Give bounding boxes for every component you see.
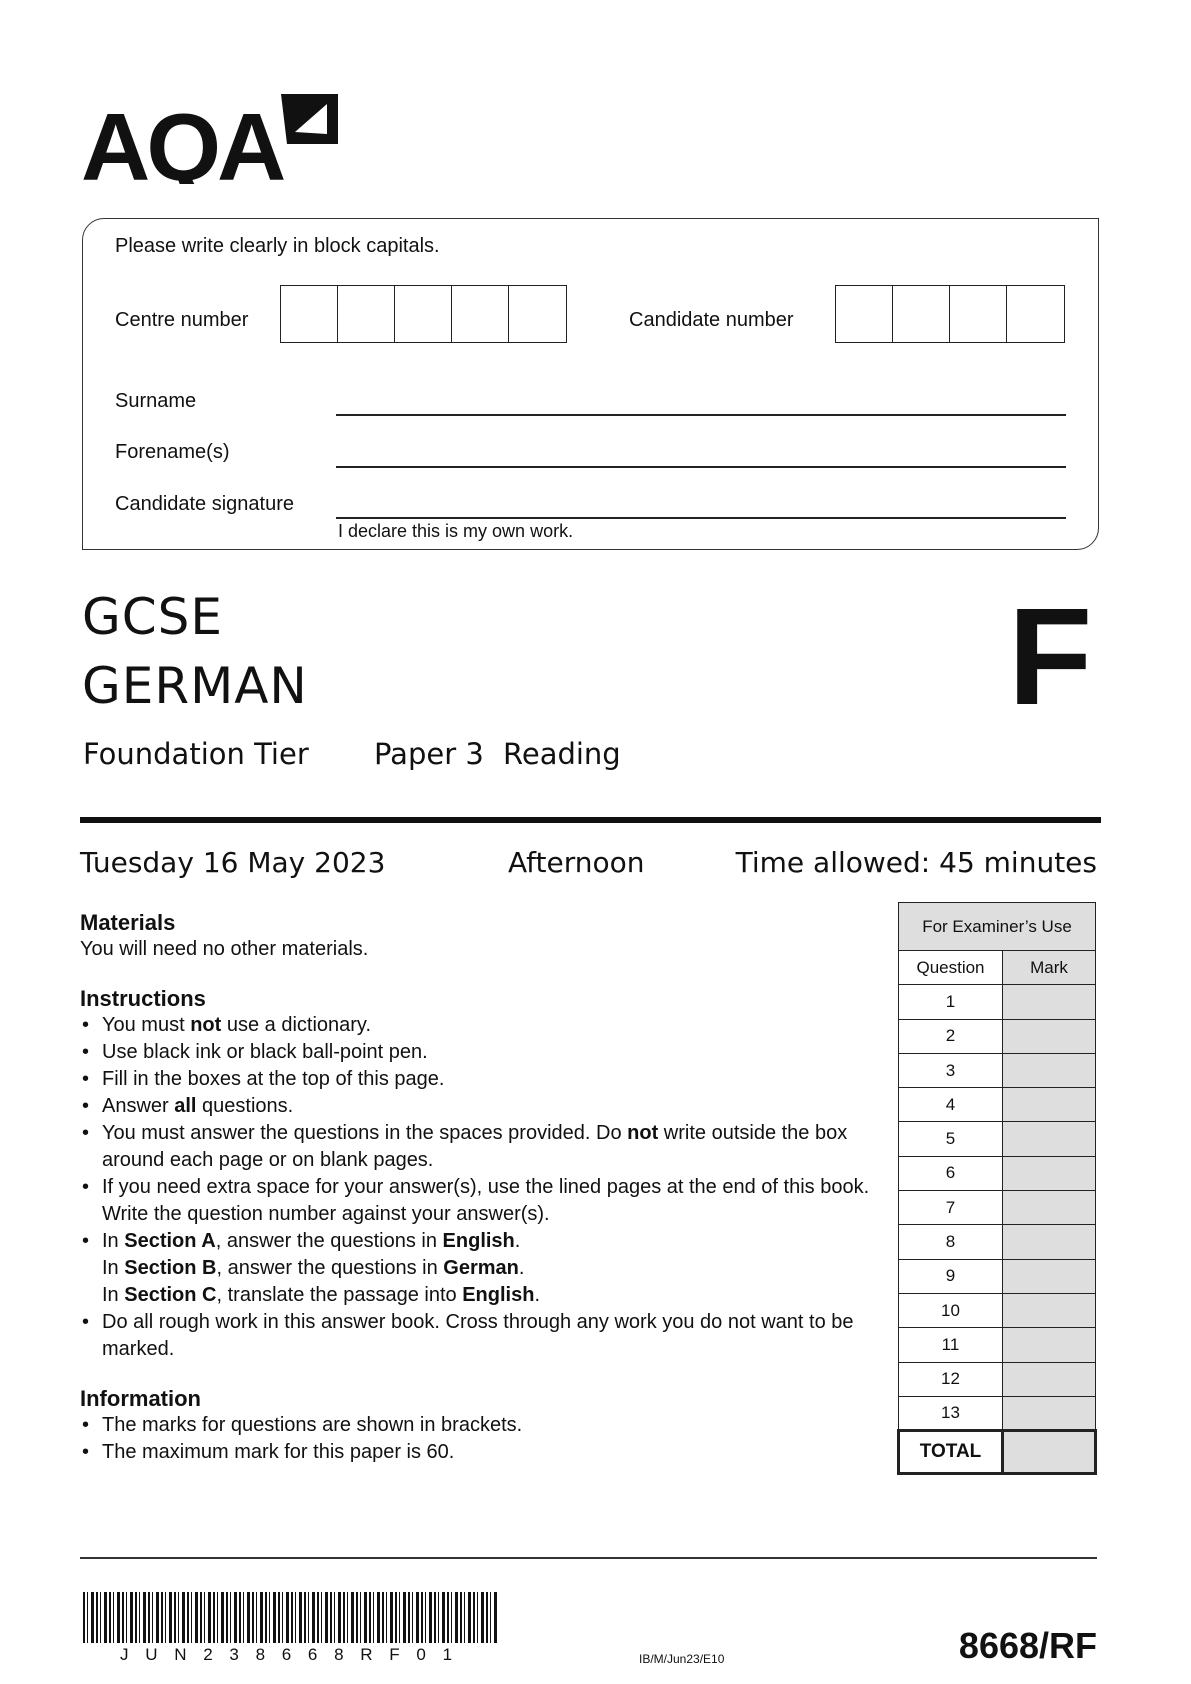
examiner-row (899, 1259, 1096, 1293)
question-number: 7 (899, 1191, 1003, 1225)
instruction-item: • Answer all questions. (80, 1093, 870, 1120)
question-number: 5 (899, 1122, 1003, 1156)
question-number: 3 (899, 1053, 1003, 1087)
paper-reference: IB/M/Jun23/E10 (639, 1652, 725, 1666)
total-label: TOTAL (899, 1431, 1003, 1474)
subject-title: GERMAN (82, 657, 308, 715)
mark-cell[interactable] (1003, 1019, 1096, 1053)
information-item: • The marks for questions are shown in brackets. (80, 1412, 870, 1439)
forenames-field[interactable] (336, 466, 1066, 468)
mark-cell[interactable] (1003, 1053, 1096, 1087)
mark-cell[interactable] (1003, 1259, 1096, 1293)
candidate-number-input[interactable] (835, 285, 1065, 343)
surname-field[interactable] (336, 414, 1066, 416)
mark-cell[interactable] (1003, 1225, 1096, 1259)
materials-heading: Materials (80, 910, 176, 935)
exam-date: Tuesday 16 May 2023 (80, 846, 386, 879)
examiner-row (899, 1053, 1096, 1087)
question-number: 2 (899, 1019, 1003, 1053)
mark-cell[interactable] (1003, 1156, 1096, 1190)
tier-label: Foundation Tier (83, 737, 309, 771)
examiner-row (899, 985, 1096, 1019)
signature-field[interactable] (336, 517, 1066, 519)
question-number: 8 (899, 1225, 1003, 1259)
declaration-text: I declare this is my own work. (338, 521, 574, 541)
information-item: • The maximum mark for this paper is 60. (80, 1439, 870, 1466)
mark-cell[interactable] (1003, 1396, 1096, 1430)
barcode (83, 1592, 497, 1643)
total-row (899, 1431, 1096, 1474)
instruction-item: • You must not use a dictionary. (80, 1012, 870, 1039)
mark-cell[interactable] (1003, 1362, 1096, 1396)
exam-session: Afternoon (508, 846, 645, 879)
examiner-row (899, 1396, 1096, 1430)
mark-cell[interactable] (1003, 985, 1096, 1019)
instruction-item: • Fill in the boxes at the top of this page. (80, 1066, 870, 1093)
surname-label: Surname (115, 390, 197, 412)
qualification-title: GCSE (82, 588, 223, 646)
component-label: Reading (503, 737, 621, 771)
paper-label: Paper 3 (374, 737, 484, 771)
mark-cell[interactable] (1003, 1293, 1096, 1327)
examiner-table-title: For Examiner’s Use (899, 903, 1096, 951)
examiner-row (899, 1191, 1096, 1225)
mark-cell[interactable] (1003, 1088, 1096, 1122)
materials-text: You will need no other materials. (80, 938, 369, 960)
information-list (80, 1412, 870, 1466)
question-number: 6 (899, 1156, 1003, 1190)
instructions-heading: Instructions (80, 986, 206, 1011)
divider (80, 817, 1101, 823)
signature-label: Candidate signature (115, 493, 295, 515)
instruction-item: • Use black ink or black ball-point pen. (80, 1039, 870, 1066)
time-allowed: Time allowed: 45 minutes (735, 846, 1097, 879)
tier-letter: F (1008, 580, 1093, 734)
footer-rule (80, 1557, 1097, 1559)
centre-number-label: Centre number (115, 309, 249, 331)
instruction-item: • If you need extra space for your answer(s), use the lined pages at the end of this book. Write the question number against your answer(s). (80, 1174, 870, 1228)
examiner-row (899, 1362, 1096, 1396)
paper-code: 8668/RF (958, 1625, 1097, 1666)
question-number: 4 (899, 1088, 1003, 1122)
instruction-item: • In Section A, answer the questions in English. In Section B, answer the questions in German. In Section C, translate the passage into English. (80, 1228, 870, 1309)
question-number: 13 (899, 1396, 1003, 1430)
question-number: 10 (899, 1293, 1003, 1327)
examiner-row (899, 1122, 1096, 1156)
candidate-number-label: Candidate number (629, 309, 794, 331)
question-number: 12 (899, 1362, 1003, 1396)
mark-cell[interactable] (1003, 1122, 1096, 1156)
mark-col-header: Mark (1003, 951, 1096, 985)
instruction-item: • You must answer the questions in the spaces provided. Do not write outside the box around each page or on blank pages. (80, 1120, 870, 1174)
mark-cell[interactable] (1003, 1328, 1096, 1362)
examiner-row (899, 1088, 1096, 1122)
block-capitals-instruction: Please write clearly in block capitals. (115, 235, 440, 257)
svg-text:AQA: AQA (81, 94, 283, 184)
aqa-logo (81, 92, 341, 189)
information-heading: Information (80, 1386, 201, 1411)
question-number: 9 (899, 1259, 1003, 1293)
instruction-item: • Do all rough work in this answer book. Cross through any work you do not want to be marked. (80, 1309, 870, 1363)
instructions-list (80, 1012, 870, 1363)
question-number: 11 (899, 1328, 1003, 1362)
total-mark-cell[interactable] (1003, 1431, 1096, 1474)
examiner-row (899, 1019, 1096, 1053)
examiner-row (899, 1328, 1096, 1362)
mark-cell[interactable] (1003, 1191, 1096, 1225)
examiner-row (899, 1293, 1096, 1327)
examiner-row (899, 1156, 1096, 1190)
forenames-label: Forename(s) (115, 441, 230, 463)
examiner-row (899, 1225, 1096, 1259)
barcode-text: J U N 2 3 8 6 6 8 R F 0 1 (120, 1645, 459, 1664)
centre-number-input[interactable] (280, 285, 567, 343)
examiner-use-table (897, 902, 1097, 1475)
question-number: 1 (899, 985, 1003, 1019)
question-col-header: Question (899, 951, 1003, 985)
